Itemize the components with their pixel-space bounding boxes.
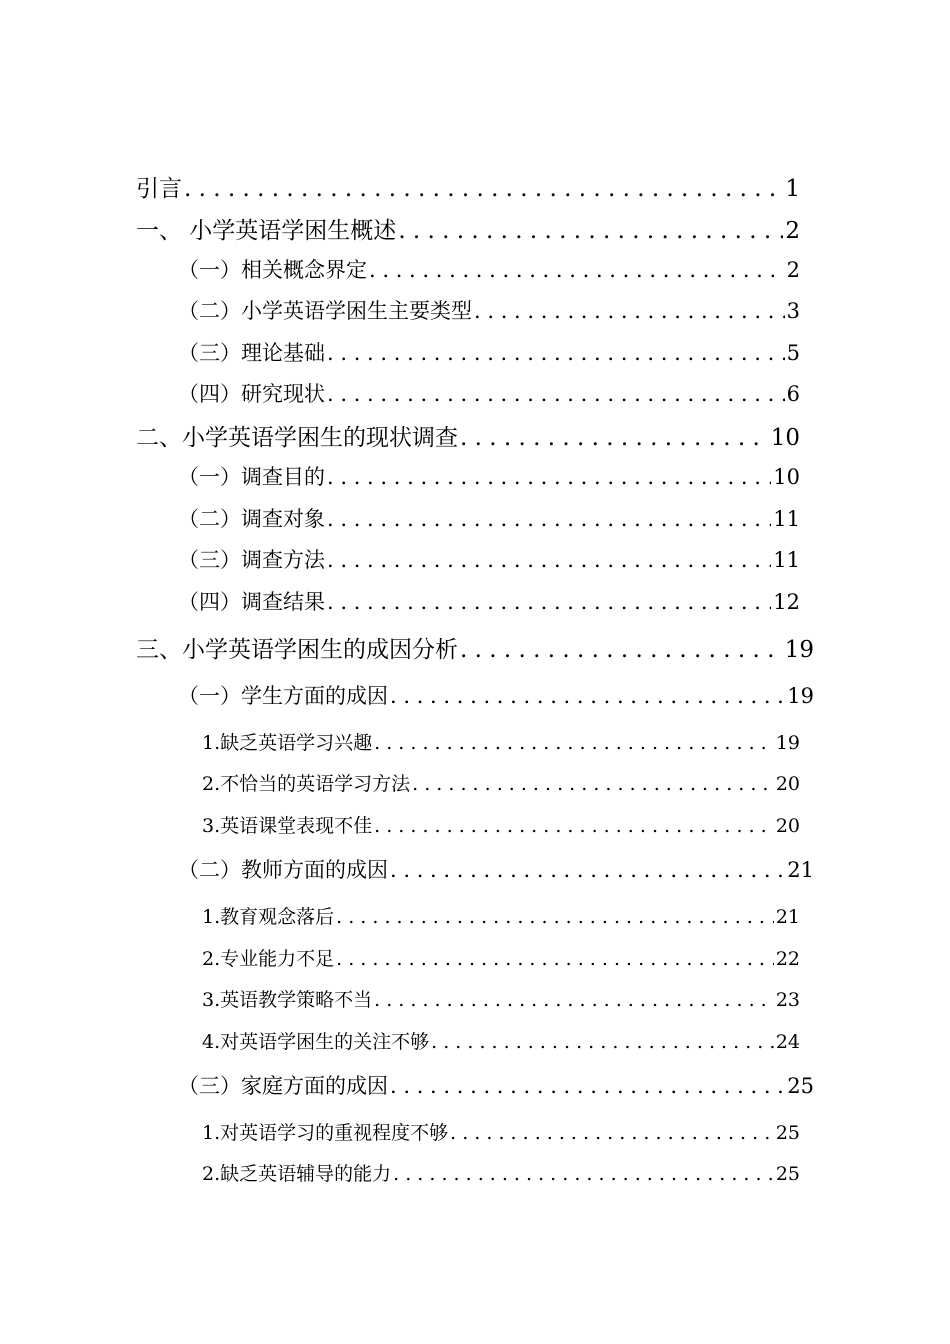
toc-leader-dots	[390, 858, 785, 882]
toc-entry-title: 3.英语课堂表现不佳	[202, 815, 373, 837]
toc-entry[interactable]	[202, 902, 800, 929]
toc-entry-page: 19	[775, 732, 800, 754]
toc-leader-dots	[450, 1122, 774, 1144]
toc-entry-title: 引言	[136, 176, 182, 202]
toc-entry-title: （一）调查目的	[178, 465, 325, 489]
toc-entry-title: 1.缺乏英语学习兴趣	[202, 732, 373, 754]
toc-entry[interactable]	[178, 503, 800, 533]
toc-entry[interactable]	[178, 1070, 814, 1100]
toc-entry-page: 5	[786, 341, 800, 365]
toc-entry-page: 3	[786, 299, 800, 323]
toc-entry-page: 1	[785, 176, 800, 202]
toc-entry-title: 一、 小学英语学困生概述	[136, 218, 397, 244]
toc-entry[interactable]	[202, 1118, 800, 1145]
toc-entry-page: 21	[787, 858, 814, 882]
toc-entry-title: （二）调查对象	[178, 507, 325, 531]
toc-entry-page: 21	[775, 906, 800, 928]
toc-entry-title: （一）相关概念界定	[178, 258, 367, 282]
toc-leader-dots	[327, 590, 771, 614]
toc-entry-title: 4.对英语学困生的关注不够	[202, 1031, 430, 1053]
toc-entry-title: 2.缺乏英语辅导的能力	[202, 1163, 392, 1185]
toc-entry[interactable]	[178, 337, 800, 367]
toc-entry-title: （三）理论基础	[178, 341, 325, 365]
toc-entry-page: 11	[773, 548, 800, 572]
toc-leader-dots	[336, 948, 774, 970]
toc-entry-title: 1.对英语学习的重视程度不够	[202, 1122, 449, 1144]
toc-leader-dots	[431, 1031, 774, 1053]
toc-entry[interactable]	[136, 419, 800, 452]
toc-leader-dots	[327, 548, 771, 572]
toc-entry[interactable]	[136, 170, 800, 203]
toc-entry-title: 二、小学英语学困生的现状调查	[136, 425, 458, 451]
toc-leader-dots	[460, 425, 769, 451]
toc-entry-page: 2	[786, 258, 800, 282]
toc-entry-title: （二）小学英语学困生主要类型	[178, 299, 472, 323]
toc-entry-title: （一）学生方面的成因	[178, 684, 388, 708]
toc-entry-page: 19	[784, 637, 814, 663]
toc-entry-page: 19	[787, 684, 814, 708]
toc-entry[interactable]	[178, 680, 814, 710]
toc-entry-page: 10	[773, 465, 800, 489]
toc-entry-title: （三）调查方法	[178, 548, 325, 572]
toc-entry[interactable]	[178, 461, 800, 491]
toc-entry[interactable]	[178, 295, 800, 325]
toc-entry[interactable]	[202, 728, 800, 755]
toc-entry-title: 2.不恰当的英语学习方法	[202, 773, 411, 795]
toc-entry-page: 12	[773, 590, 800, 614]
toc-entry[interactable]	[178, 854, 814, 884]
toc-entry-page: 22	[775, 948, 800, 970]
toc-leader-dots	[184, 176, 783, 202]
toc-leader-dots	[369, 258, 785, 282]
toc-entry-page: 23	[775, 989, 800, 1011]
toc-entry[interactable]	[178, 254, 800, 284]
toc-leader-dots	[460, 637, 783, 663]
toc-entry[interactable]	[136, 631, 814, 664]
toc-leader-dots	[336, 906, 774, 928]
toc-leader-dots	[374, 815, 774, 837]
toc-entry-title: 三、小学英语学困生的成因分析	[136, 637, 458, 663]
toc-leader-dots	[393, 1163, 774, 1185]
toc-entry[interactable]	[136, 212, 800, 245]
toc-entry[interactable]	[202, 769, 800, 796]
toc-leader-dots	[398, 218, 783, 244]
toc-entry[interactable]	[202, 985, 800, 1012]
toc-leader-dots	[327, 465, 771, 489]
toc-entry-title: （二）教师方面的成因	[178, 858, 388, 882]
toc-entry-title: 2.专业能力不足	[202, 948, 335, 970]
toc-entry-page: 11	[773, 507, 800, 531]
toc-entry-title: （三）家庭方面的成因	[178, 1074, 388, 1098]
toc-leader-dots	[327, 382, 785, 406]
toc-leader-dots	[390, 1074, 785, 1098]
toc-leader-dots	[474, 299, 785, 323]
toc-leader-dots	[327, 341, 785, 365]
toc-leader-dots	[412, 773, 774, 795]
toc-entry[interactable]	[202, 1027, 800, 1054]
toc-entry-title: （四）研究现状	[178, 382, 325, 406]
toc-entry[interactable]	[202, 1159, 800, 1186]
toc-entry[interactable]	[202, 811, 800, 838]
toc-entry-title: （四）调查结果	[178, 590, 325, 614]
toc-entry-page: 6	[786, 382, 800, 406]
toc-entry-page: 10	[770, 425, 800, 451]
toc-entry[interactable]	[178, 544, 800, 574]
toc-entry-title: 1.教育观念落后	[202, 906, 335, 928]
toc-entry-page: 2	[785, 218, 800, 244]
toc-entry-page: 25	[775, 1122, 800, 1144]
toc-leader-dots	[390, 684, 785, 708]
toc-entry-page: 20	[775, 773, 800, 795]
toc-entry[interactable]	[178, 586, 800, 616]
toc-entry[interactable]	[178, 378, 800, 408]
toc-entry-page: 24	[775, 1031, 800, 1053]
toc-entry[interactable]	[202, 944, 800, 971]
toc-leader-dots	[374, 732, 774, 754]
toc-leader-dots	[327, 507, 771, 531]
toc-entry-page: 25	[787, 1074, 814, 1098]
toc-entry-page: 25	[775, 1163, 800, 1185]
toc-entry-title: 3.英语教学策略不当	[202, 989, 373, 1011]
toc-entry-page: 20	[775, 815, 800, 837]
toc-leader-dots	[374, 989, 774, 1011]
